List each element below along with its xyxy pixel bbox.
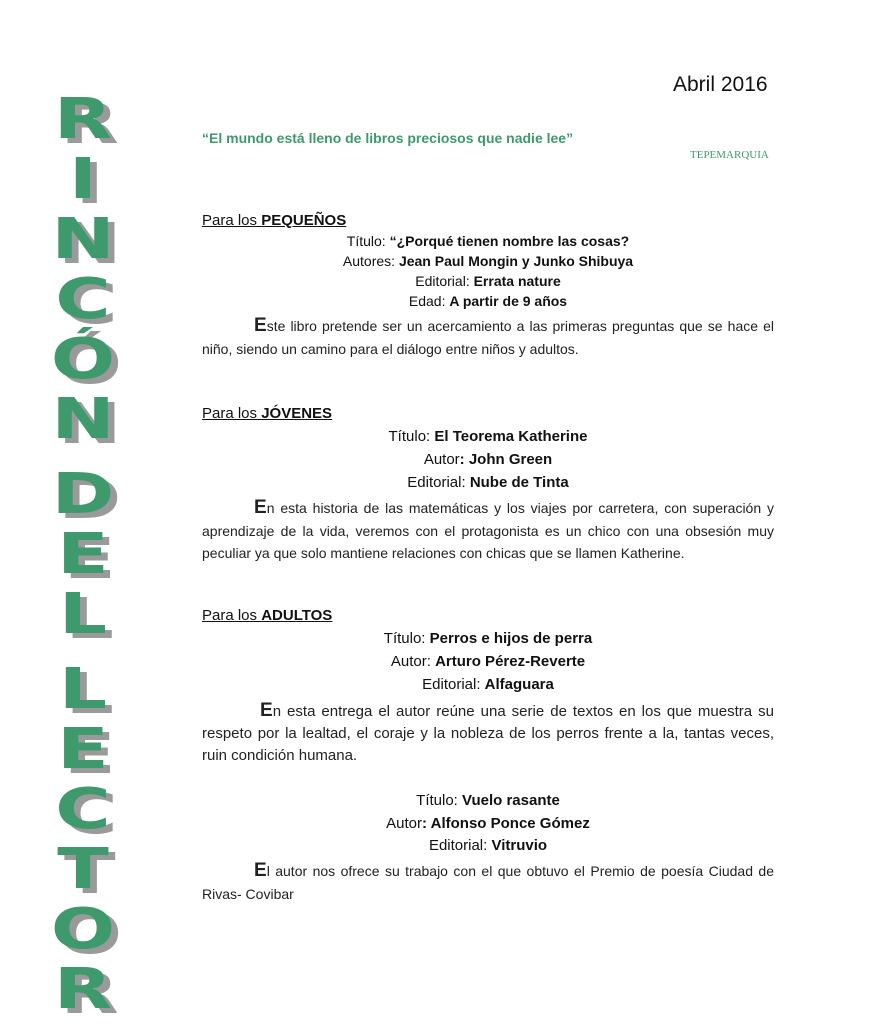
book-title-line [202,427,774,447]
book-description [202,860,774,905]
side-title-letter: T [57,837,109,902]
description-text: n esta historia de las matemáticas y los viajes por carretera, con superación y aprendizaje de la vida, veremos con el protagonista es un chico con una obsesión muy peculiar ya que solo mantiene relaciones con chicas que se llamen Katherine. [202,500,774,561]
field-label: Título: [383,630,430,647]
book-author-line [202,450,774,470]
side-title-letter: C [55,777,111,842]
description-text: n esta entrega el autor reúne una serie de textos en los que muestra su respeto por la lealtad, el coraje y la nobleza de los perros frente a la, tantas veces, ruin condición humana. [202,703,774,764]
field-label: Título: [388,428,435,445]
book-title-line [202,231,774,251]
book-author-line [202,652,774,672]
field-value: Perros e hijos de perra [429,630,593,647]
section-title-prefix: Para los [202,212,262,229]
side-title-letter: N [51,207,115,272]
issue-date: Abril 2016 [673,73,768,96]
field-label: Título: [416,792,463,809]
side-title-letter: N [51,387,115,452]
drop-cap: E [254,315,267,336]
field-value: Vitruvio [491,837,548,854]
section-title-prefix: Para los [202,405,262,422]
description-text: l autor nos ofrece su trabajo con el que obtuvo el Premio de poesía Ciudad de Rivas- Covibar [202,863,774,902]
book-author-line [202,814,774,834]
section-title-pequenos [202,212,346,229]
side-title-letter: R [53,87,113,152]
field-label: Edad: [408,293,450,309]
field-label: Autor [423,451,460,468]
book-title-line [202,791,774,811]
section-title-jovenes [202,405,332,422]
field-value: “¿Porqué tienen nombre las cosas? [389,233,630,249]
field-label: Editorial: [407,474,470,491]
side-title-letter: R [53,957,113,1022]
field-value: A partir de 9 años [449,293,568,309]
field-label: Autor: [390,653,436,670]
section-title-category: PEQUEÑOS [261,212,347,229]
book-description [202,700,774,767]
field-label: Autores: [342,253,399,269]
field-value: Alfaguara [484,676,554,693]
field-value: Jean Paul Mongin y Junko Shibuya [398,253,634,269]
book-publisher-line [202,836,774,856]
side-title-letter: E [57,522,109,587]
field-value: : Alfonso Ponce Gómez [422,815,590,832]
section-title-adultos [202,607,332,624]
drop-cap: E [254,860,267,881]
epigraph-quote: “El mundo está lleno de libros preciosos que nadie lee” [202,130,574,146]
side-title-letter: O [50,897,116,962]
side-title-letter: D [51,462,115,527]
field-value: Errata nature [473,273,561,289]
field-label: Autor [386,815,423,832]
field-label: Editorial: [415,273,474,289]
side-title-letter: C [55,267,111,332]
epigraph-author: TEPEMARQUIA [690,149,769,161]
field-label: Editorial: [422,676,485,693]
field-value: : John Green [459,451,553,468]
field-value: Arturo Pérez-Reverte [435,653,586,670]
side-title-letter: E [57,717,109,782]
side-title-letter: L [58,657,108,722]
side-title-letter: Ó [50,327,116,392]
book-description [202,497,774,565]
description-text: ste libro pretende ser un acercamiento a las primeras preguntas que se hace el niño, siendo un camino para el diálogo entre niños y adultos. [202,318,774,357]
section-title-category: JÓVENES [261,405,333,422]
field-value: Vuelo rasante [462,792,560,809]
field-value: El Teorema Katherine [434,428,588,445]
book-publisher-line [202,271,774,291]
side-title-letter: I [68,147,98,212]
section-title-prefix: Para los [202,607,262,624]
book-publisher-line [202,675,774,695]
field-value: Nube de Tinta [469,474,569,491]
book-publisher-line [202,473,774,493]
field-label: Editorial: [428,837,492,854]
book-title-line [202,629,774,649]
section-title-category: ADULTOS [261,607,333,624]
field-label: Título: [346,233,390,249]
side-title-letter: L [58,582,108,647]
book-author-line [202,251,774,271]
drop-cap: E [260,700,273,721]
drop-cap: E [254,497,267,518]
book-description [202,315,774,360]
book-age-line [202,291,774,311]
